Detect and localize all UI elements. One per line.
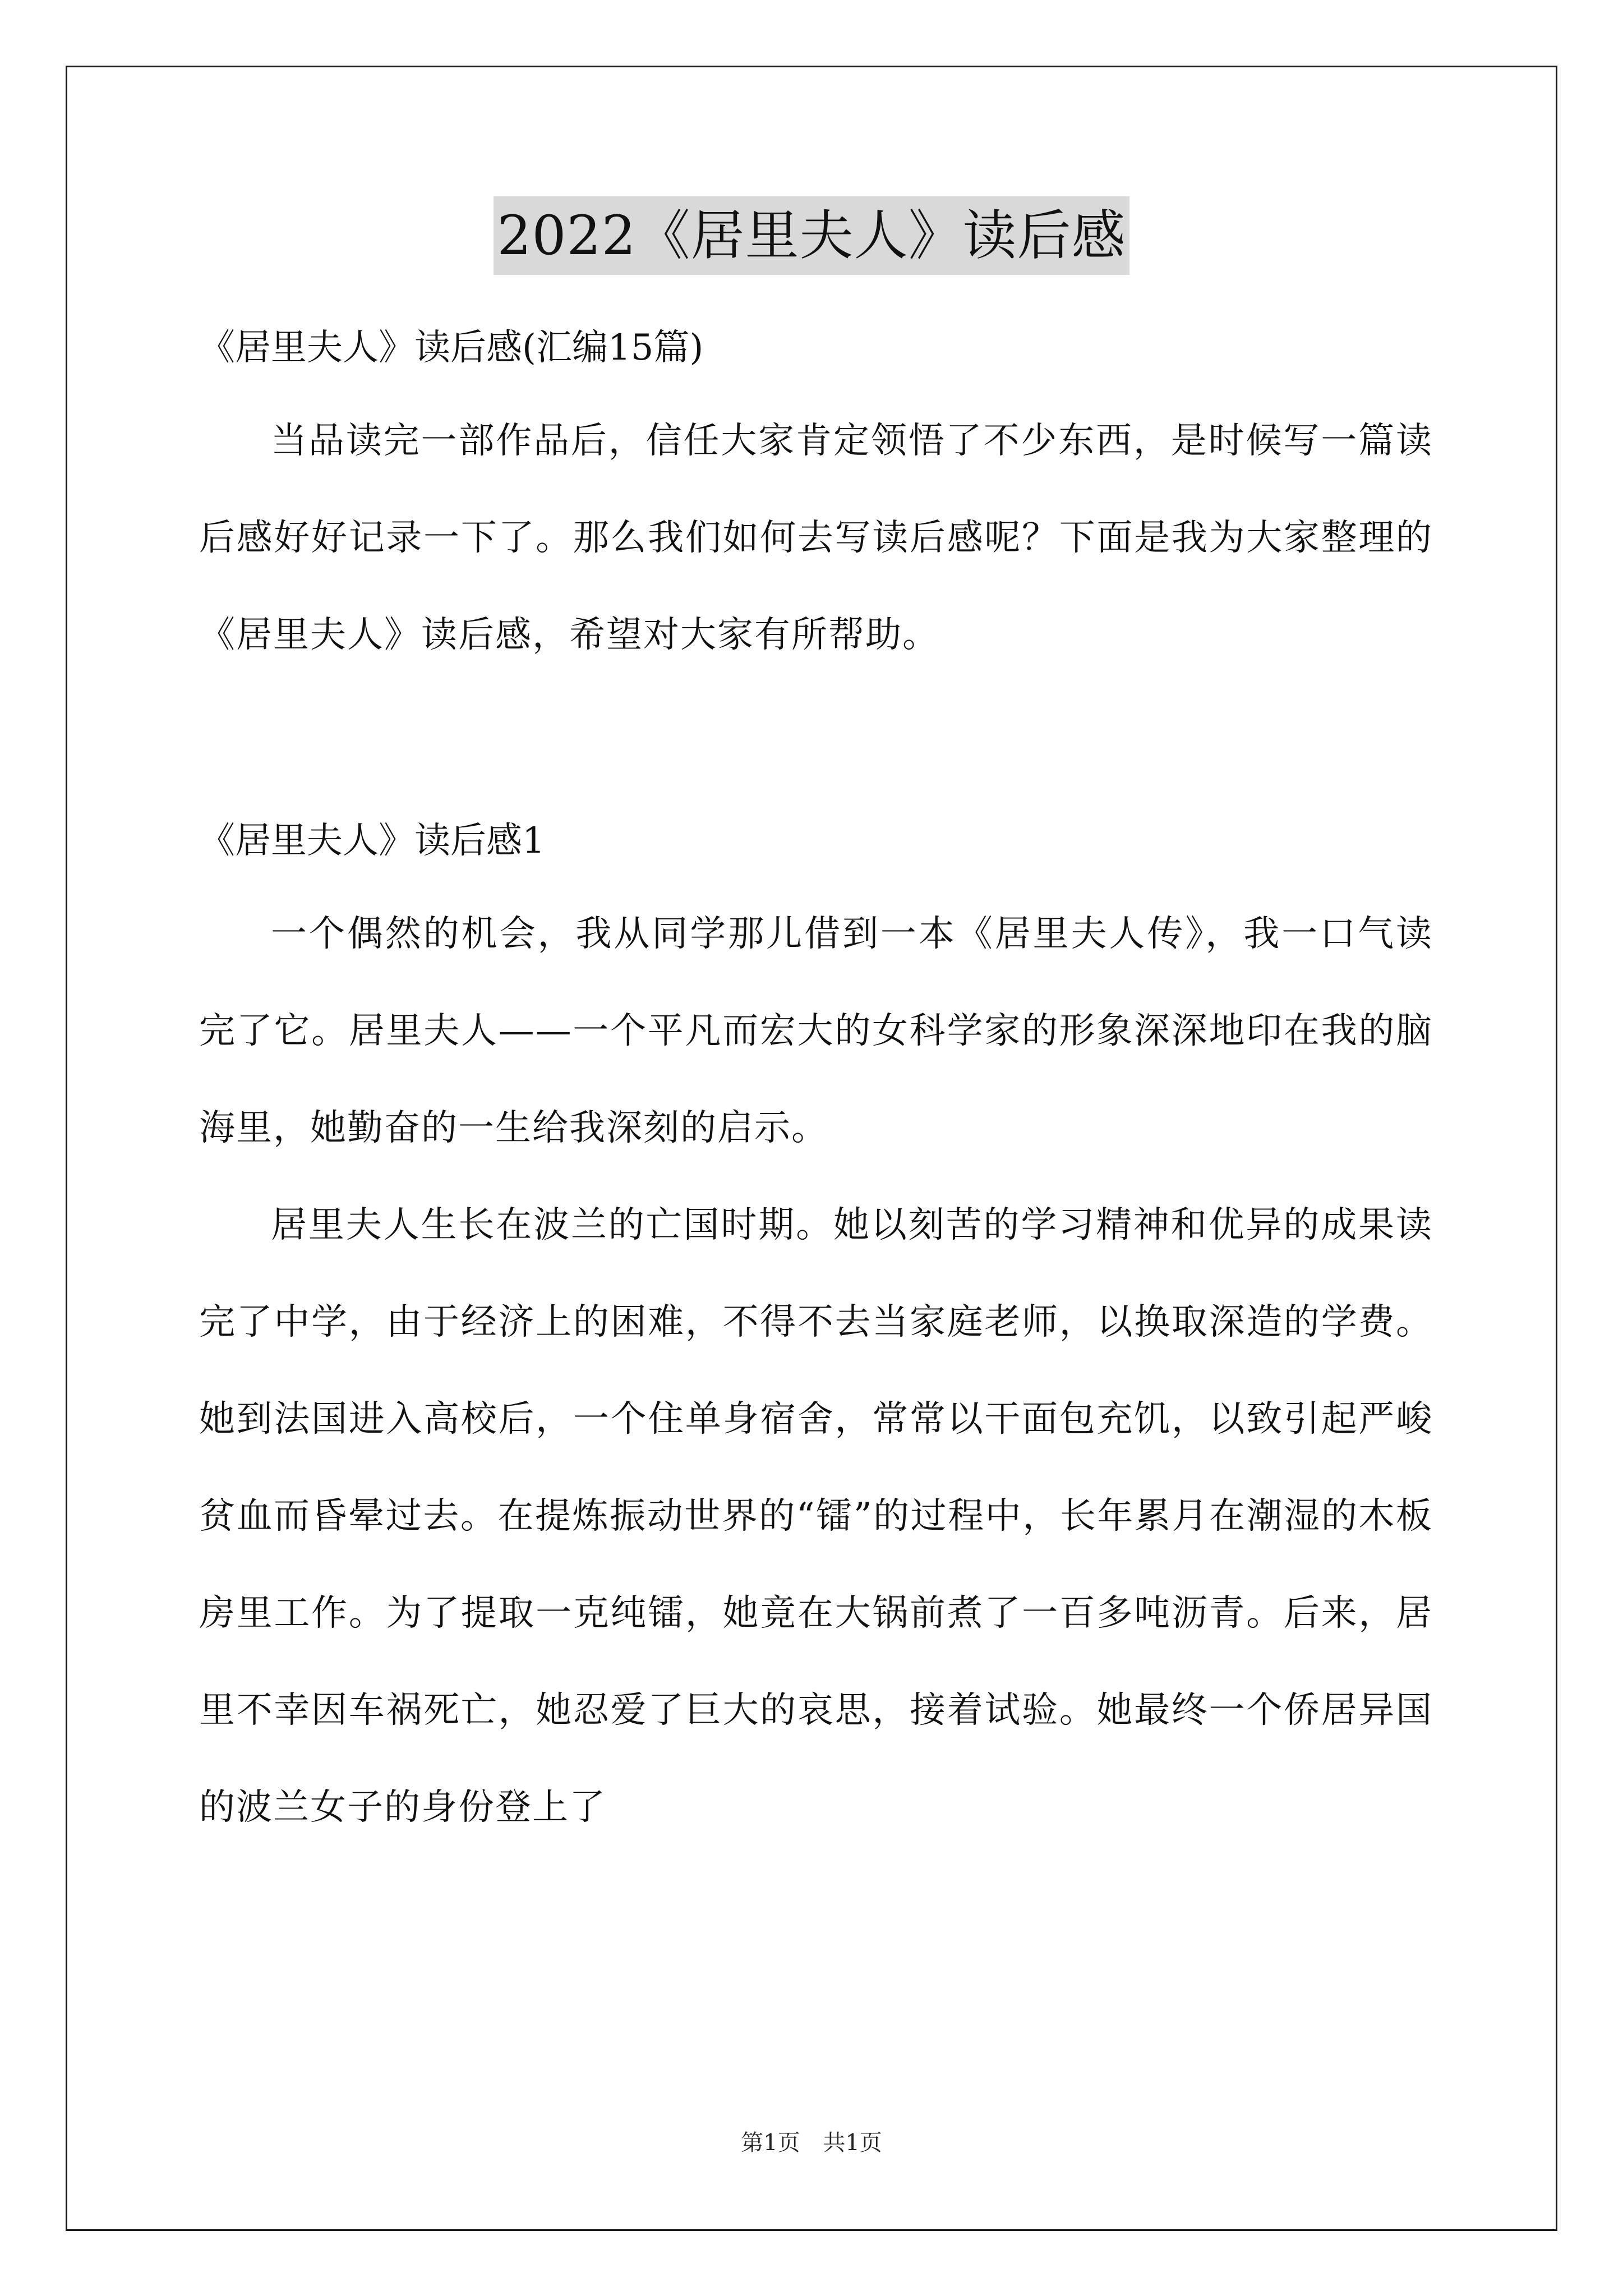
intro-paragraph: 当品读完一部作品后，信任大家肯定领悟了不少东西，是时候写一篇读后感好好记录一下了。那么我们如何去写读后感呢？下面是我为大家整理的《居里夫人》读后感，希望对大家有所帮助。 xyxy=(199,420,1433,656)
section-spacer xyxy=(199,684,1433,796)
document-body xyxy=(199,303,1433,1856)
document-title: 2022《居里夫人》读后感 xyxy=(494,196,1129,275)
body-paragraph: 居里夫人生长在波兰的亡国时期。她以刻苦的学习精神和优异的成果读完了中学，由于经济上的困难，不得不去当家庭老师，以换取深造的学费。她到法国进入高校后，一个住单身宿舍，常常以干面包充饥，以致引起严峻贫血而昏晕过去。在提炼振动世界的“镭”的过程中，长年累月在潮湿的木板房里工作。为了提取一克纯镭，她竟在大锅前煮了一百多吨沥青。后来，居里不幸因车祸死亡，她忍爱了巨大的哀思，接着试验。她最终一个侨居异国的波兰女子的身份登上了 xyxy=(199,1204,1433,1828)
document-subtitle: 《居里夫人》读后感(汇编15篇) xyxy=(199,327,704,369)
page-number: 第1页 xyxy=(741,2130,800,2156)
page-footer xyxy=(0,2126,1623,2160)
body-paragraph: 一个偶然的机会，我从同学那儿借到一本《居里夫人传》，我一口气读完了它。居里夫人——一个平凡而宏大的女科学家的形象深深地印在我的脑海里，她勤奋的一生给我深刻的启示。 xyxy=(199,913,1433,1149)
title-container xyxy=(0,196,1623,275)
page-total: 共1页 xyxy=(823,2130,882,2156)
section-heading: 《居里夫人》读后感1 xyxy=(199,820,545,862)
